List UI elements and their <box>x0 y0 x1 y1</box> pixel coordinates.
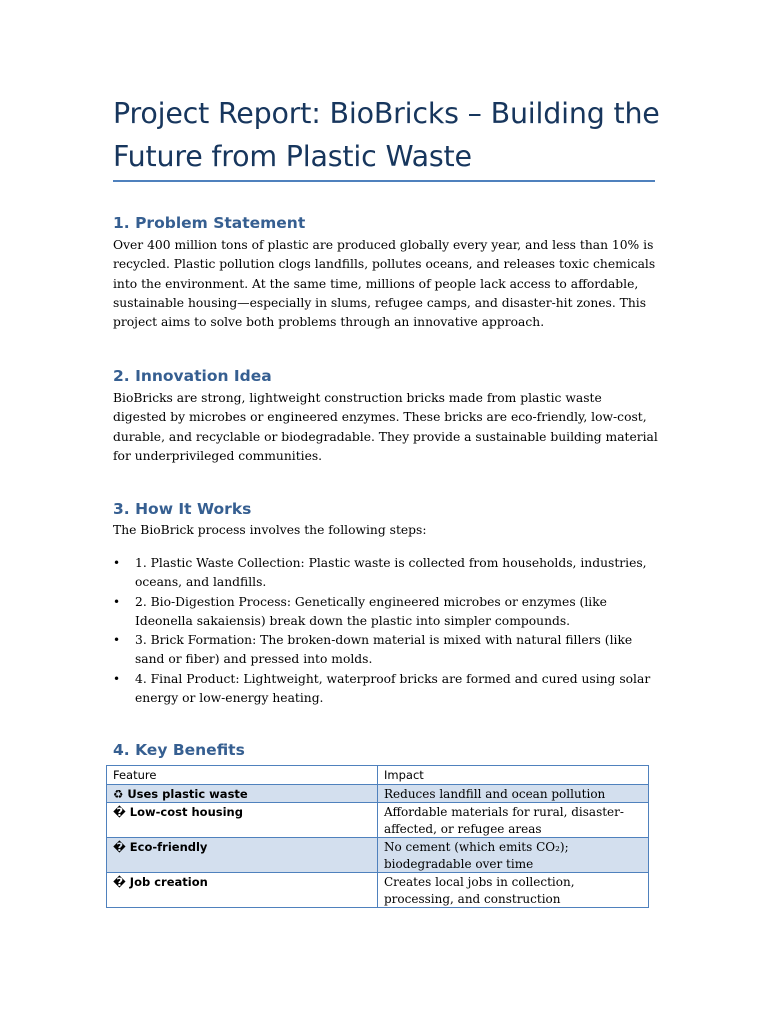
section-text-innovation: BioBricks are strong, lightweight construction bricks made from plastic waste digested by microbes or engineered enzymes. These bricks are eco-friendly, low-cost, durable, and recyclable or biodegradable. They provide a sustainable building material for underprivileged communities. <box>113 391 658 463</box>
table-row <box>107 803 649 838</box>
feature-cell: � Job creation <box>107 873 378 908</box>
list-item <box>113 554 658 593</box>
step-text: 1. Plastic Waste Collection: Plastic waste is collected from households, industries, oceans, and landfills. <box>135 556 647 590</box>
bullet-icon: • <box>113 556 121 570</box>
feature-cell: ♻ Uses plastic waste <box>107 784 378 803</box>
impact-cell: Creates local jobs in collection, processing, and construction <box>378 873 649 908</box>
bullet-icon: • <box>113 671 121 686</box>
column-header-impact: Impact <box>378 766 649 785</box>
list-item <box>113 670 658 709</box>
step-text: 4. Final Product: Lightweight, waterproof bricks are formed and cured using solar energy or low-energy heating. <box>135 671 651 706</box>
document-title: Project Report: BioBricks – Building the Future from Plastic Waste <box>113 97 660 173</box>
step-text: 3. Brick Formation: The broken-down material is mixed with natural fillers (like sand or fiber) and pressed into molds. <box>135 633 633 667</box>
section-text-problem: Over 400 million tons of plastic are produced globally every year, and less than 10% is recycled. Plastic pollution clogs landfills, pollutes oceans, and releases toxic chemicals into the environment. At the same time, millions of people lack access to affordable, sustainable housing—especially in slums, refugee camps, and disaster-hit zones. This project aims to solve both problems through an innovative approach. <box>113 238 656 330</box>
impact-cell: Affordable materials for rural, disaster-affected, or refugee areas <box>378 803 649 838</box>
section-heading-benefits: 4. Key Benefits <box>113 741 245 759</box>
title-underline <box>113 180 655 182</box>
column-header-feature: Feature <box>107 766 378 785</box>
table-row <box>107 784 649 803</box>
section-heading-innovation: 2. Innovation Idea <box>113 367 272 385</box>
bullet-icon: • <box>113 633 121 648</box>
section-heading-problem: 1. Problem Statement <box>113 214 306 232</box>
feature-cell: � Low-cost housing <box>107 803 378 838</box>
table-row <box>107 873 649 908</box>
table-row <box>107 838 649 873</box>
benefits-table <box>106 765 649 908</box>
step-text: 2. Bio-Digestion Process: Genetically engineered microbes or enzymes (like Ideonella sakaiensis) break down the plastic into simpler compounds. <box>135 594 607 628</box>
feature-cell: � Eco-friendly <box>107 838 378 873</box>
section-text-how-it-works: The BioBrick process involves the following steps: <box>113 523 427 537</box>
impact-cell: Reduces landfill and ocean pollution <box>378 784 649 803</box>
section-heading-how-it-works: 3. How It Works <box>113 500 252 518</box>
bullet-icon: • <box>113 594 121 609</box>
steps-list <box>113 554 658 708</box>
impact-cell: No cement (which emits CO₂); biodegradable over time <box>378 838 649 873</box>
list-item <box>113 593 658 632</box>
table-header-row <box>107 766 649 785</box>
list-item <box>113 631 658 670</box>
